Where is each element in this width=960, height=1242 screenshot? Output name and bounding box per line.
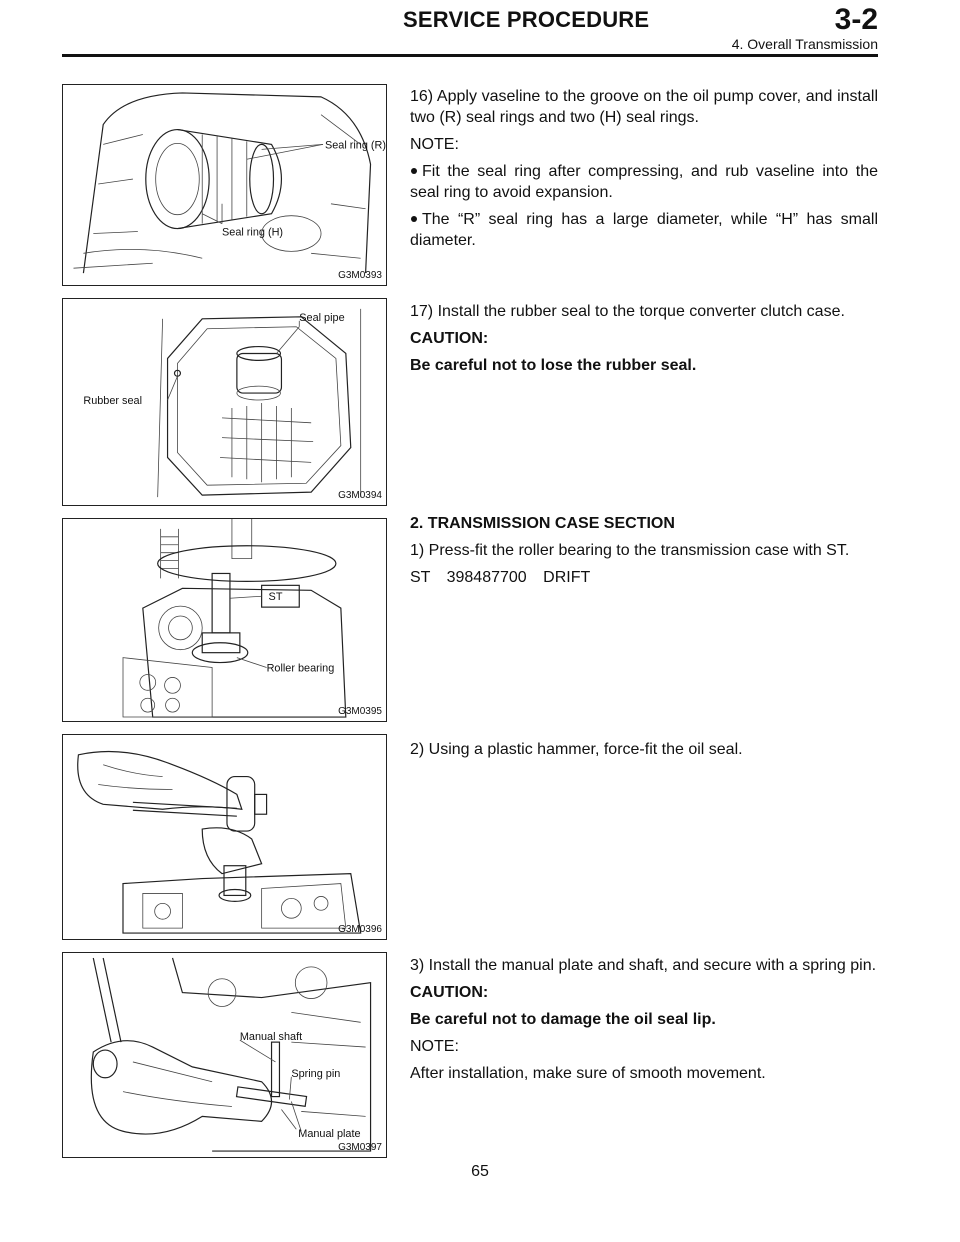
caution-text: Be careful not to damage the oil seal lip. [410,1011,716,1028]
label-manual-plate: Manual plate [298,1128,361,1141]
figure-rubber-seal [62,298,387,506]
figure-code: G3M0395 [338,706,382,717]
figure-seal-rings [62,84,387,286]
manual-plate-illustration [63,953,386,1157]
label-seal-ring-h: Seal ring (H) [222,226,284,239]
figure-code: G3M0393 [338,270,382,281]
header-title: SERVICE PROCEDURE [403,7,650,32]
note-bullet: The “R” seal ring has a large diameter, while “H” has small diameter. [410,211,878,249]
label-roller-bearing: Roller bearing [266,662,335,675]
caution-label: CAUTION: [410,984,489,1001]
label-manual-shaft: Manual shaft [239,1031,303,1044]
header-rule [62,54,878,57]
figure-code: G3M0396 [338,924,382,935]
seal-ring-illustration [63,85,386,285]
note-label: NOTE: [410,136,459,153]
note-text: After installation, make sure of smooth movement. [410,1065,766,1082]
roller-bearing-illustration [63,519,386,721]
step-text: 17) Install the rubber seal to the torque converter clutch case. [410,303,845,320]
step-text: 16) Apply vaseline to the groove on the oil pump cover, and install two (R) seal rings and two (H) seal rings. [410,88,878,126]
step-16 [410,86,878,257]
note-bullet: Fit the seal ring after compressing, and rub vaseline into the seal ring to avoid expansion. [410,163,878,201]
section-2-step-2 [410,739,878,766]
label-seal-pipe: Seal pipe [299,311,345,324]
label-st: ST [268,591,283,604]
section-2-step-1 [410,513,878,594]
figure-code: G3M0394 [338,490,382,501]
step-text: 3) Install the manual plate and shaft, and secure with a spring pin. [410,957,877,974]
figure-code: G3M0397 [338,1142,382,1153]
label-spring-pin: Spring pin [291,1067,341,1080]
header-subtitle: 4. Overall Transmission [731,36,878,52]
page-number: 65 [471,1163,489,1180]
bullet-icon [411,216,417,222]
plastic-hammer-illustration [63,735,386,939]
step-text: 1) Press-fit the roller bearing to the transmission case with ST. [410,542,850,559]
figure-roller-bearing [62,518,387,722]
section-2-step-3 [410,955,878,1090]
caution-label: CAUTION: [410,330,489,347]
label-seal-ring-r: Seal ring (R) [324,139,386,152]
figure-plastic-hammer [62,734,387,940]
note-label: NOTE: [410,1038,459,1055]
label-rubber-seal: Rubber seal [83,394,143,407]
step-17 [410,301,878,382]
step-text: 2) Using a plastic hammer, force-fit the oil seal. [410,741,743,758]
section-heading: 2. TRANSMISSION CASE SECTION [410,515,675,532]
bullet-icon [411,168,417,174]
figure-manual-plate [62,952,387,1158]
rubber-seal-illustration [63,299,386,505]
section-number: 3-2 [834,3,878,36]
tool-spec: ST 398487700 DRIFT [410,569,591,586]
caution-text: Be careful not to lose the rubber seal. [410,357,697,374]
